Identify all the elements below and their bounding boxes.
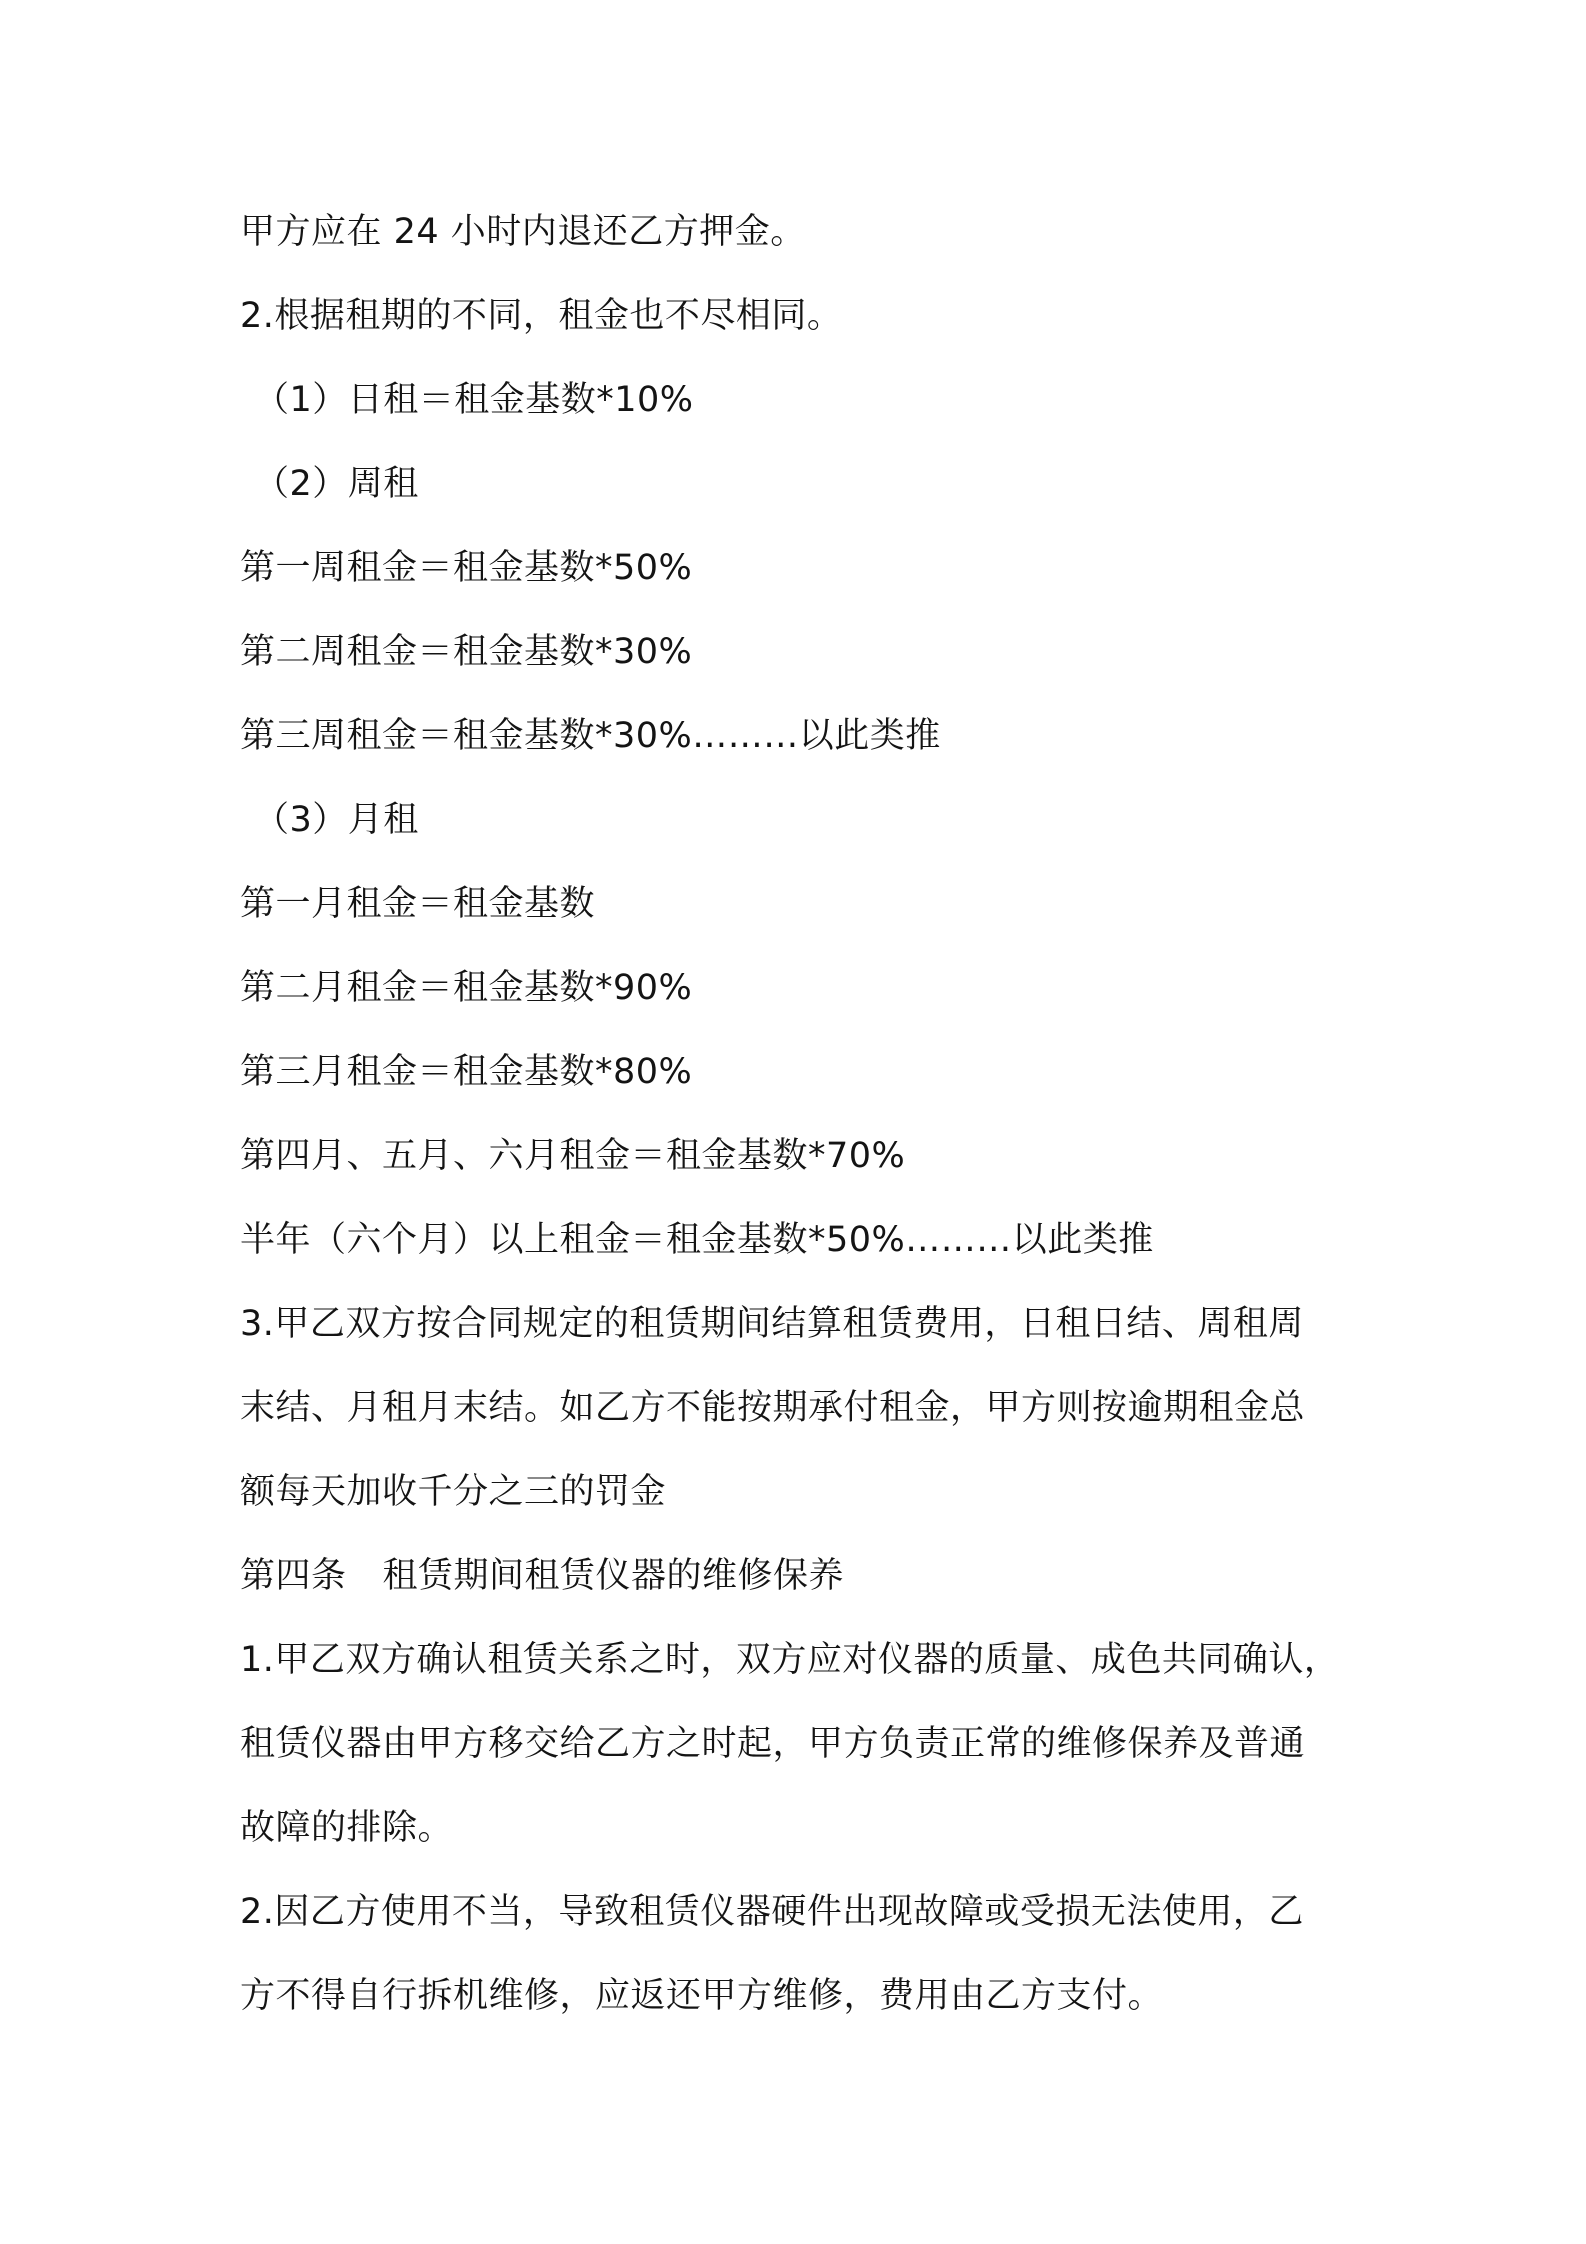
paragraph-line: 末结、月租月末结。如乙方不能按期承付租金，甲方则按逾期租金总	[240, 1388, 1306, 1428]
list-item: （3）月租	[254, 800, 419, 840]
paragraph-line: 1.甲乙双方确认租赁关系之时，双方应对仪器的质量、成色共同确认，	[240, 1640, 1340, 1680]
article-number: 第四条	[240, 1556, 347, 1596]
paragraph-line: 额每天加收千分之三的罚金	[240, 1472, 667, 1512]
paragraph-line: 第二月租金＝租金基数*90%	[240, 968, 693, 1008]
paragraph-line: 第一月租金＝租金基数	[240, 884, 596, 924]
article-title: 租赁期间租赁仪器的维修保养	[382, 1556, 845, 1596]
paragraph-line: 故障的排除。	[240, 1808, 454, 1848]
paragraph-line: 第二周租金＝租金基数*30%	[240, 632, 693, 672]
paragraph-line: 半年（六个月）以上租金＝租金基数*50%………以此类推	[240, 1220, 1154, 1260]
paragraph-line: 3.甲乙双方按合同规定的租赁期间结算租赁费用，日租日结、周租周	[240, 1304, 1304, 1344]
paragraph-line: 甲方应在 24 小时内退还乙方押金。	[240, 212, 806, 252]
paragraph-line: 第四月、五月、六月租金＝租金基数*70%	[240, 1136, 906, 1176]
paragraph-line: 2.根据租期的不同，租金也不尽相同。	[240, 296, 843, 336]
article-heading	[240, 1534, 1360, 1618]
list-item: （1）日租＝租金基数*10%	[254, 380, 694, 420]
paragraph-line: 第三周租金＝租金基数*30%………以此类推	[240, 716, 941, 756]
list-item: （2）周租	[254, 464, 419, 504]
paragraph-line: 租赁仪器由甲方移交给乙方之时起，甲方负责正常的维修保养及普通	[240, 1724, 1306, 1764]
paragraph-line: 方不得自行拆机维修，应返还甲方维修，费用由乙方支付。	[240, 1976, 1164, 2016]
paragraph-line: 第一周租金＝租金基数*50%	[240, 548, 693, 588]
paragraph-line: 第三月租金＝租金基数*80%	[240, 1052, 693, 1092]
paragraph-line: 2.因乙方使用不当，导致租赁仪器硬件出现故障或受损无法使用，乙	[240, 1892, 1304, 1932]
document-body	[240, 190, 1360, 2038]
